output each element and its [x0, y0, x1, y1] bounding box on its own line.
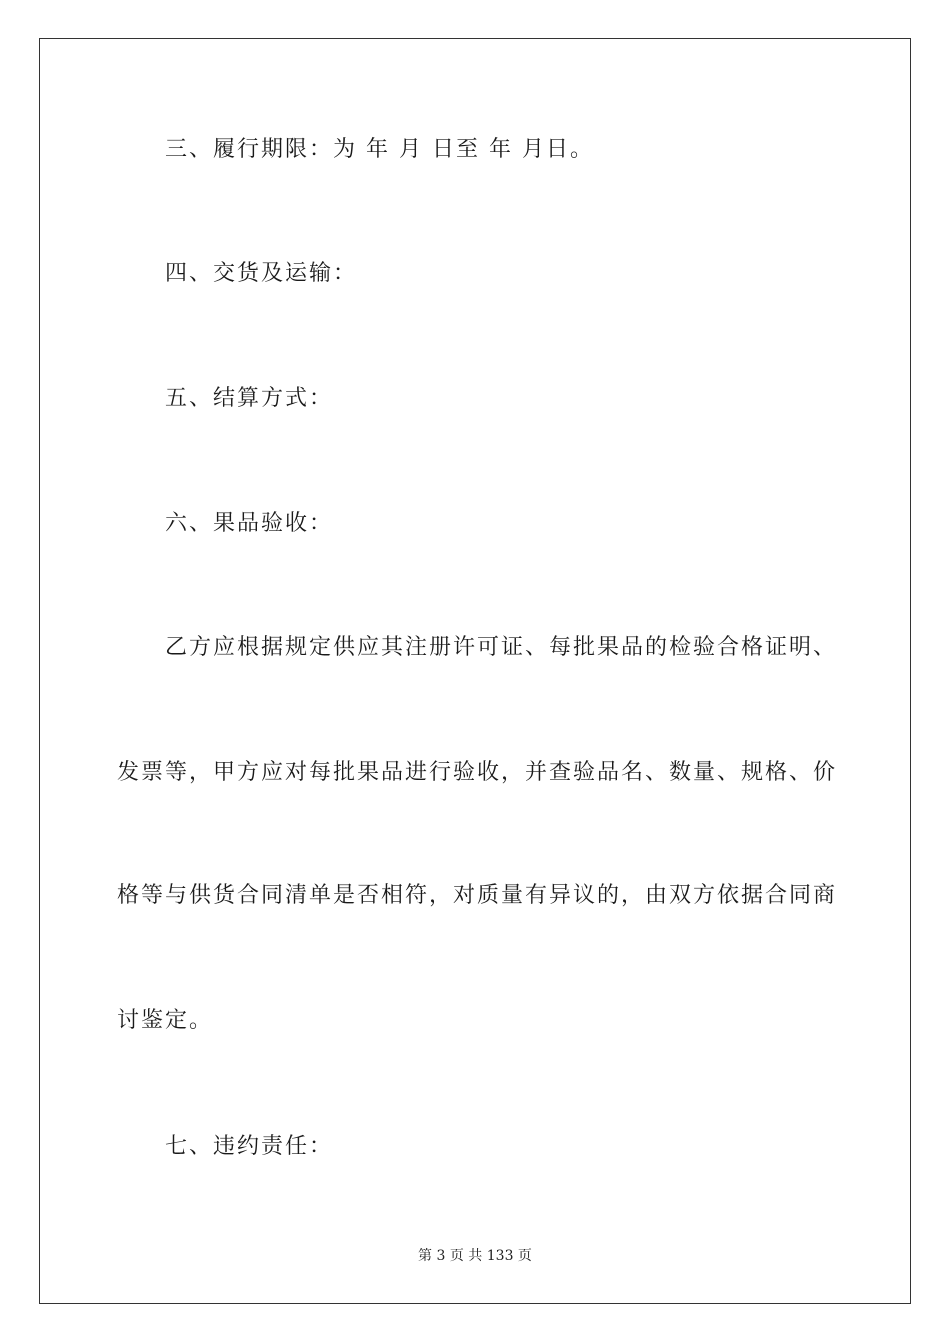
paragraph-line: 讨鉴定。 [117, 1008, 214, 1033]
clause-term-heading: 三、履行期限：为 年 月 日至 年 月日。 [165, 137, 594, 162]
paragraph-line: 发票等，甲方应对每批果品进行验收，并查验品名、数量、规格、价 [117, 760, 838, 785]
paragraph-line: 乙方应根据规定供应其注册许可证、每批果品的检验合格证明、 [165, 635, 838, 660]
clause-liability-heading: 七、违约责任： [165, 1134, 334, 1159]
clause-delivery-heading: 四、交货及运输： [165, 261, 358, 286]
page-footer: 第 3 页 共 133 页 [418, 1248, 532, 1264]
paragraph-line: 格等与供货合同清单是否相符，对质量有异议的，由双方依据合同商 [117, 883, 838, 908]
page-frame [39, 38, 911, 1304]
clause-settlement-heading: 五、结算方式： [165, 386, 334, 411]
clause-inspection-heading: 六、果品验收： [165, 511, 334, 536]
